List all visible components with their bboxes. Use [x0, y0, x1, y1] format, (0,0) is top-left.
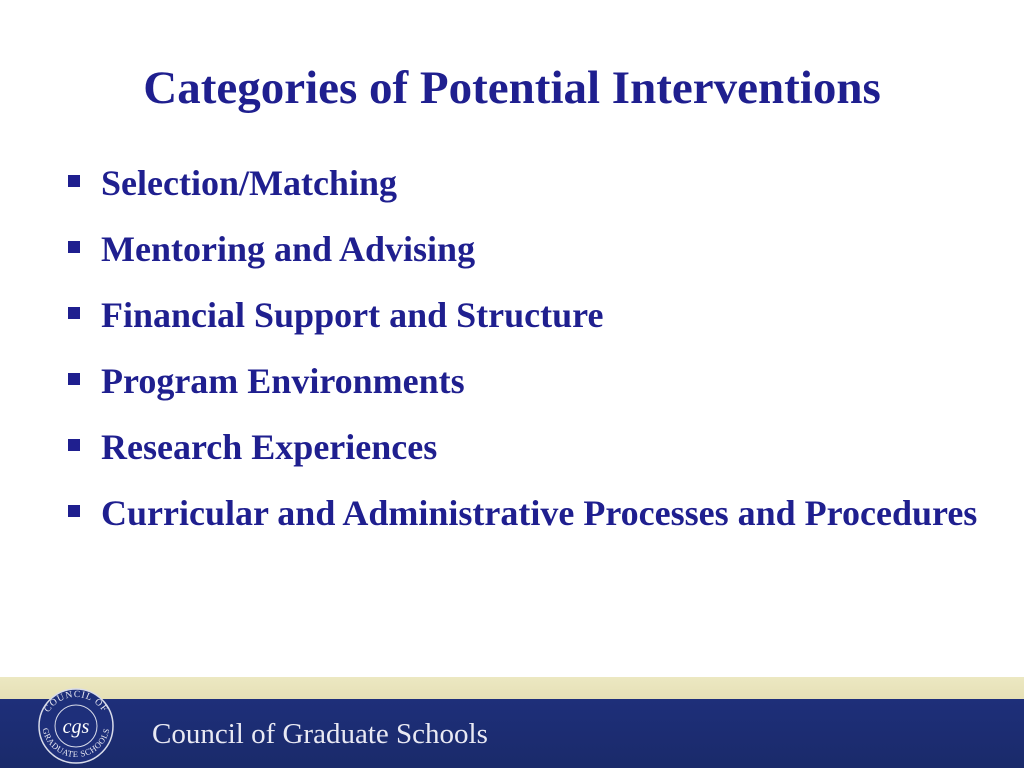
square-bullet-icon: [68, 241, 80, 253]
square-bullet-icon: [68, 505, 80, 517]
bullet-text: Financial Support and Structure: [101, 295, 604, 335]
square-bullet-icon: [68, 373, 80, 385]
svg-text:cgs: cgs: [62, 716, 90, 738]
square-bullet-icon: [68, 307, 80, 319]
footer-band: [0, 677, 1024, 699]
svg-text:COUNCIL OF: COUNCIL OF: [42, 689, 110, 715]
bullet-text: Research Experiences: [101, 427, 438, 467]
bullet-text: Mentoring and Advising: [101, 229, 476, 269]
bullet-item: [64, 424, 984, 470]
bullet-text: Curricular and Administrative Processes and Procedures: [101, 493, 978, 533]
square-bullet-icon: [68, 439, 80, 451]
svg-text:GRADUATE SCHOOLS: GRADUATE SCHOOLS: [40, 726, 112, 760]
bullet-text: Program Environments: [101, 361, 465, 401]
bullet-item: [64, 490, 984, 536]
footer-organization-name: Council of Graduate Schools: [152, 718, 488, 750]
cgs-seal-logo: [24, 683, 128, 765]
bullet-item: [64, 358, 984, 404]
bullet-item: [64, 292, 984, 338]
bullet-text: Selection/Matching: [101, 163, 397, 203]
slide-title: Categories of Potential Interventions: [143, 62, 881, 114]
square-bullet-icon: [68, 175, 80, 187]
bullet-item: [64, 226, 984, 272]
bullet-list: [64, 160, 984, 556]
bullet-item: [64, 160, 984, 206]
